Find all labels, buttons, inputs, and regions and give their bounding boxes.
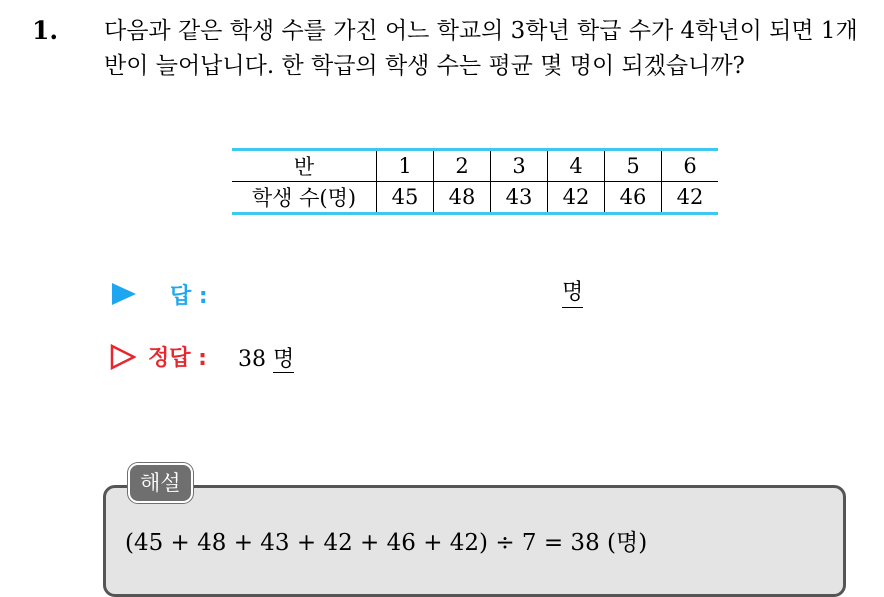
correct-answer-value — [238, 342, 294, 373]
play-triangle-icon — [112, 283, 136, 305]
table-cell: 43 — [491, 182, 548, 214]
table-cell: 46 — [605, 182, 662, 214]
table-cell: 42 — [548, 182, 605, 214]
table-cell: 6 — [662, 150, 719, 182]
correct-answer-number: 38 — [238, 347, 266, 372]
table-header-label: 반 — [232, 150, 377, 182]
answer-row — [108, 277, 584, 311]
table-cell: 2 — [434, 150, 491, 182]
question-text: 다음과 같은 학생 수를 가진 어느 학교의 3학년 학급 수가 4학년이 되면 1개 반이 늘어납니다. 한 학급의 학생 수는 평균 몇 명이 되겠습니까? — [104, 18, 858, 79]
correct-answer-unit: 명 — [273, 347, 295, 372]
answer-label: 답 : — [170, 284, 208, 309]
table-header-row — [232, 150, 718, 182]
explanation-text: (45 + 48 + 43 + 42 + 46 + 42) ÷ 7 = 38 (명) — [125, 530, 648, 556]
outline-triangle-icon — [110, 344, 136, 370]
table-cell: 3 — [491, 150, 548, 182]
answer-unit: 명 — [562, 279, 583, 308]
table-cell: 45 — [377, 182, 434, 214]
correct-answer-row — [108, 340, 408, 374]
table-cell: 42 — [662, 182, 719, 214]
student-count-table — [232, 148, 718, 215]
correct-answer-label: 정답 : — [148, 346, 207, 371]
table-row — [232, 182, 718, 214]
question-number: 1. — [32, 16, 59, 45]
table-row-label: 학생 수(명) — [232, 182, 377, 214]
table-cell: 5 — [605, 150, 662, 182]
table-cell: 1 — [377, 150, 434, 182]
explanation-tab: 해설 — [128, 463, 193, 503]
table-cell: 4 — [548, 150, 605, 182]
table-cell: 48 — [434, 182, 491, 214]
